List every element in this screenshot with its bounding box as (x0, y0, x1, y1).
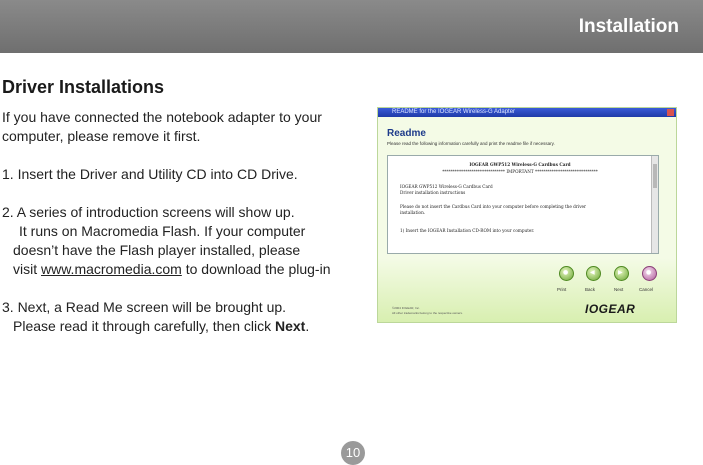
print-icon: ● (563, 269, 569, 276)
visit-after-text: to download the plug-in (181, 261, 331, 277)
window-title: README for the IOGEAR Wireless-G Adapter (392, 109, 516, 115)
print-label: Print (557, 287, 567, 292)
intro-line: computer, please remove it first. (2, 128, 201, 144)
doc-line: Please do not insert the Cardbus Card into your computer before completing the driver (400, 204, 587, 209)
header-title: Installation (578, 16, 679, 37)
doc-line: installation. (400, 210, 426, 215)
next-emphasis: Next (275, 318, 306, 334)
step-3: 3. Next, a Read Me screen will be brought up. (2, 299, 287, 315)
next-label: Next (614, 287, 624, 292)
intro-line: If you have connected the notebook adapter to your (2, 109, 322, 125)
cancel-label: Cancel (639, 287, 654, 292)
step-3-line (2, 317, 352, 336)
doc-line: 1) Insert the IOGEAR Installation CD-ROM into your computer. (400, 228, 535, 233)
doc-line: Driver installation instructions (400, 190, 466, 195)
back-arrow-icon: ◀ (590, 269, 595, 276)
step-1: 1. Insert the Driver and Utility CD into CD Drive. (2, 166, 298, 182)
window-titlebar (378, 108, 676, 117)
section-title: Driver Installations (2, 77, 165, 97)
doc-important: ****************************** IMPORTANT ****************************** (442, 169, 598, 174)
back-button[interactable] (586, 266, 601, 281)
cancel-icon: ● (646, 269, 652, 276)
instructions-text (2, 108, 352, 336)
step-2-visit (2, 260, 352, 279)
readme-subtitle: Please read the following information carefully and print the readme file if necessary. (387, 141, 555, 146)
next-button[interactable] (614, 266, 629, 281)
visit-text: visit (13, 261, 41, 277)
page-number: 10 (341, 441, 365, 465)
macromedia-link[interactable]: www.macromedia.com (41, 261, 182, 277)
copyright-line: All other trademarks belong to the respective owners. (392, 311, 463, 315)
step-2-line: It runs on Macromedia Flash. If your computer (19, 223, 306, 239)
next-arrow-icon: ▶ (618, 269, 623, 276)
readme-heading: Readme (387, 128, 426, 139)
header-bar (0, 0, 703, 53)
copyright-line: ©2004 IOGEAR, Inc. (392, 306, 420, 310)
step-2: 2. A series of introduction screens will show up. (2, 204, 295, 220)
back-label: Back (585, 287, 596, 292)
cancel-button[interactable] (642, 266, 657, 281)
close-icon (667, 109, 674, 116)
doc-line: IOGEAR GWP512 Wireless-G Cardbus Card (400, 184, 493, 189)
step-3-end: . (305, 318, 310, 334)
doc-title: IOGEAR GWP512 Wireless-G Cardbus Card (469, 162, 571, 167)
step-2-line: doesn’t have the Flash player installed, please (13, 242, 301, 258)
print-button[interactable] (559, 266, 574, 281)
doc-scroll-thumb[interactable] (653, 164, 657, 188)
step-3-text: Please read it through carefully, then click (13, 318, 275, 334)
readme-screenshot (377, 107, 677, 323)
readme-document (387, 155, 659, 254)
iogear-logo: IOGEAR (585, 302, 636, 316)
